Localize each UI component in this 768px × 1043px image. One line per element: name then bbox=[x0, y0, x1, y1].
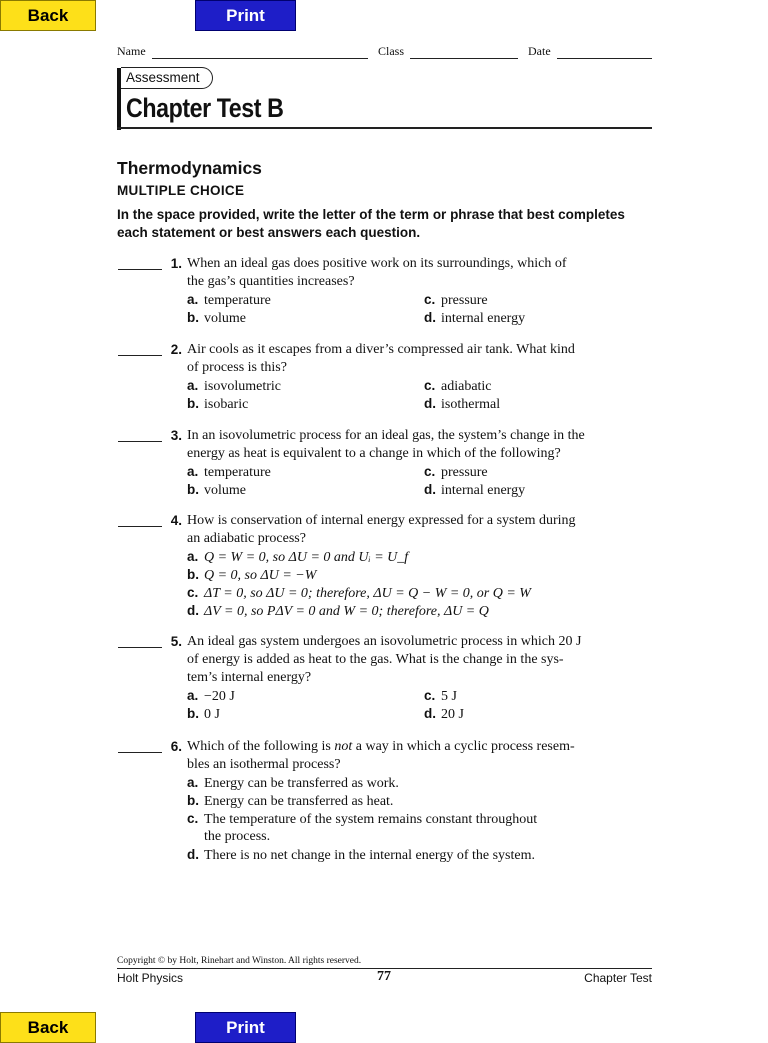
footer-section: Chapter Test bbox=[584, 971, 652, 985]
question-text bbox=[187, 427, 657, 463]
answer-blank[interactable] bbox=[118, 647, 162, 648]
option-c: c. 5 J bbox=[424, 688, 457, 704]
question-2 bbox=[118, 341, 658, 421]
option-d: d. There is no net change in the internal energy of the system. bbox=[187, 847, 535, 863]
print-button-bottom[interactable]: Print bbox=[195, 1012, 296, 1043]
question-text-line: How is conservation of internal energy expressed for a system during bbox=[187, 513, 576, 528]
option-b: b. 0 J bbox=[187, 706, 220, 722]
name-label: Name bbox=[117, 44, 146, 58]
class-line bbox=[410, 58, 518, 59]
answer-blank[interactable] bbox=[118, 269, 162, 270]
page-number: 77 bbox=[377, 969, 391, 984]
option-a: a. temperature bbox=[187, 464, 271, 480]
question-text-line: An ideal gas system undergoes an isovolumetric process in which 20 J bbox=[187, 634, 582, 649]
option-d: d. ΔV = 0, so PΔV = 0 and W = 0; therefore, ΔU = Q bbox=[187, 603, 489, 619]
option-a: a. temperature bbox=[187, 292, 271, 308]
print-button[interactable]: Print bbox=[195, 0, 296, 31]
answer-blank[interactable] bbox=[118, 441, 162, 442]
section-topic: Thermodynamics bbox=[117, 158, 262, 178]
answer-blank[interactable] bbox=[118, 355, 162, 356]
back-button-bottom[interactable]: Back bbox=[0, 1012, 96, 1043]
footer-book: Holt Physics bbox=[117, 971, 184, 985]
question-text-line: the gas’s quantities increases? bbox=[187, 274, 355, 289]
question-1 bbox=[118, 255, 658, 335]
question-text-line: Which of the following is not a way in which a cyclic process resem- bbox=[187, 739, 575, 754]
question-text-line: When an ideal gas does positive work on its surroundings, which of bbox=[187, 256, 567, 271]
option-b: b. isobaric bbox=[187, 396, 249, 412]
option-c: c. The temperature of the system remains constant throughout bbox=[187, 811, 538, 827]
option-c: c. adiabatic bbox=[424, 378, 492, 394]
question-3 bbox=[118, 427, 658, 507]
question-text-line: bles an isothermal process? bbox=[187, 757, 341, 772]
option-b: b. volume bbox=[187, 310, 246, 326]
question-number: 3. bbox=[170, 428, 182, 443]
date-label: Date bbox=[528, 44, 551, 58]
option-c: c. ΔT = 0, so ΔU = 0; therefore, ΔU = Q − W = 0, or Q = W bbox=[187, 585, 531, 601]
assessment-tab: Assessment bbox=[121, 67, 213, 89]
option-c-continued: the process. bbox=[204, 829, 271, 844]
question-text-line: of process is this? bbox=[187, 360, 287, 375]
question-text-line: Air cools as it escapes from a diver’s compressed air tank. What kind bbox=[187, 342, 575, 357]
title-rule bbox=[117, 127, 652, 129]
question-text-line: of energy is added as heat to the gas. What is the change in the sys- bbox=[187, 652, 564, 667]
option-d: d. internal energy bbox=[424, 482, 526, 498]
question-number: 6. bbox=[170, 739, 182, 754]
question-6 bbox=[118, 738, 658, 868]
question-number: 5. bbox=[170, 634, 182, 649]
question-text-line: energy as heat is equivalent to a change in which of the following? bbox=[187, 446, 561, 461]
question-number: 4. bbox=[170, 513, 182, 528]
answer-blank[interactable] bbox=[118, 752, 162, 753]
question-number: 2. bbox=[170, 342, 182, 357]
question-text bbox=[187, 255, 657, 291]
question-4 bbox=[118, 512, 658, 622]
copyright: Copyright © by Holt, Rinehart and Winston. All rights reserved. bbox=[117, 956, 362, 966]
answer-blank[interactable] bbox=[118, 526, 162, 527]
section-heading: MULTIPLE CHOICE bbox=[117, 183, 245, 198]
option-d: d. isothermal bbox=[424, 396, 501, 412]
option-d: d. 20 J bbox=[424, 706, 464, 722]
instructions bbox=[117, 206, 662, 242]
option-a: a. Energy can be transferred as work. bbox=[187, 775, 399, 791]
option-a: a. isovolumetric bbox=[187, 378, 281, 394]
option-b: b. volume bbox=[187, 482, 246, 498]
date-line bbox=[557, 58, 652, 59]
option-a: a. −20 J bbox=[187, 688, 235, 704]
option-c: c. pressure bbox=[424, 464, 488, 480]
page-title: Chapter Test B bbox=[126, 93, 284, 123]
question-text bbox=[187, 738, 657, 774]
option-c: c. pressure bbox=[424, 292, 488, 308]
question-text bbox=[187, 633, 657, 687]
option-b: b. Energy can be transferred as heat. bbox=[187, 793, 394, 809]
question-text bbox=[187, 341, 657, 377]
option-b: b. Q = 0, so ΔU = −W bbox=[187, 567, 317, 583]
question-text-line: In an isovolumetric process for an ideal gas, the system’s change in the bbox=[187, 428, 585, 443]
class-label: Class bbox=[378, 44, 405, 58]
question-number: 1. bbox=[170, 256, 182, 271]
question-text-line: an adiabatic process? bbox=[187, 531, 306, 546]
question-text-line: tem’s internal energy? bbox=[187, 670, 312, 685]
option-d: d. internal energy bbox=[424, 310, 526, 326]
name-line bbox=[152, 58, 368, 59]
question-5 bbox=[118, 633, 658, 728]
question-text bbox=[187, 512, 657, 548]
back-button[interactable]: Back bbox=[0, 0, 96, 31]
instructions-line-2: each statement or best answers each question. bbox=[117, 225, 421, 240]
option-a: a. Q = W = 0, so ΔU = 0 and Uᵢ = U_f bbox=[187, 549, 409, 565]
instructions-line-1: In the space provided, write the letter of the term or phrase that best completes bbox=[117, 207, 625, 222]
